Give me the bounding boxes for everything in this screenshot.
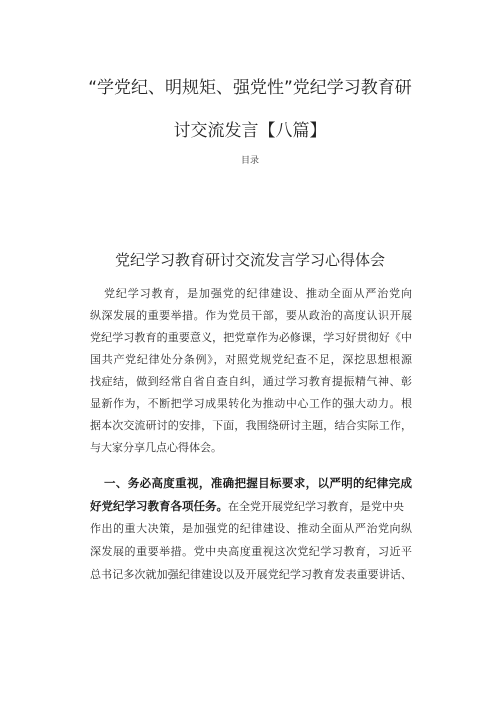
paragraph-line: 党纪学习教育，是加强党的纪律建设、推动全面从严治党向 (104, 287, 412, 300)
paragraph-line: 总书记多次就加强纪律建设以及开展党纪学习教育发表重要讲话、 (90, 568, 412, 581)
heading-continuation-line (90, 499, 412, 514)
section-heading-1: 一、务必高度重视，准确把握目标要求，以严明的纪律完成 (104, 476, 412, 490)
heading-rest-run: 在全党开展党纪学习教育，是党中央 (228, 500, 404, 513)
document-title-line-1: “学党纪、明规矩、强党性”党纪学习教育研 (88, 78, 412, 98)
paragraph-line: 深发展的重要举措。党中央高度重视这次党纪学习教育，习近平 (90, 545, 412, 558)
paragraph-line: 党纪学习教育的重要意义，把党章作为必修课，学习好贯彻好《中 (90, 331, 412, 344)
paragraph-line: 国共产党纪律处分条例》，对照党规党纪查不足，深挖思想根源 (90, 353, 412, 366)
table-of-contents-label: 目录 (240, 156, 259, 166)
paragraph-line: 显新作为，不断把学习成果转化为推动中心工作的强大动力。根 (90, 397, 412, 410)
document-title-line-2: 讨交流发言【八篇】 (173, 121, 327, 141)
paragraph-line: 找症结，做到经常自省自查自纠，通过学习教育提振精气神、彰 (90, 375, 412, 388)
section-title: 党纪学习教育研讨交流发言学习心得体会 (114, 251, 385, 269)
paragraph-line: 作出的重大决策，是加强党的纪律建设、推动全面从严治党向纵 (90, 522, 412, 535)
heading-bold-run: 好党纪学习教育各项任务。 (90, 499, 228, 513)
paragraph-line: 据本次交流研讨的安排，下面，我围绕研讨主题，结合实际工作， (90, 419, 412, 432)
paragraph-line: 纵深发展的重要举措。作为党员干部，要从政治的高度认识开展 (90, 309, 412, 322)
paragraph-line: 与大家分享几点心得体会。 (90, 441, 222, 454)
